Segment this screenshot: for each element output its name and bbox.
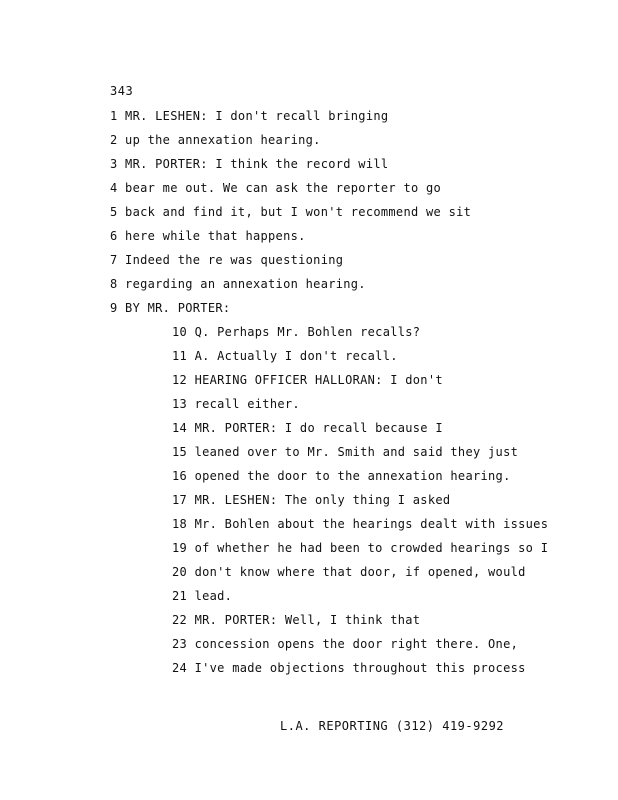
transcript-line-20: 20 don't know where that door, if opened, would: [172, 565, 526, 579]
transcript-line-11: 11 A. Actually I don't recall.: [172, 349, 398, 363]
transcript-line-10: 10 Q. Perhaps Mr. Bohlen recalls?: [172, 325, 421, 339]
page-number: 343: [110, 84, 134, 98]
transcript-line-21: 21 lead.: [172, 589, 233, 603]
transcript-line-3: 3 MR. PORTER: I think the record will: [110, 157, 389, 171]
reporter-footer: L.A. REPORTING (312) 419-9292: [280, 719, 505, 733]
transcript-line-17: 17 MR. LESHEN: The only thing I asked: [172, 493, 451, 507]
transcript-line-7: 7 Indeed the re was questioning: [110, 253, 344, 267]
transcript-line-8: 8 regarding an annexation hearing.: [110, 277, 366, 291]
transcript-line-15: 15 leaned over to Mr. Smith and said they just: [172, 445, 519, 459]
transcript-line-24: 24 I've made objections throughout this process: [172, 661, 526, 675]
transcript-line-23: 23 concession opens the door right there. One,: [172, 637, 519, 651]
transcript-line-2: 2 up the annexation hearing.: [110, 133, 321, 147]
transcript-line-19: 19 of whether he had been to crowded hearings so I: [172, 541, 549, 555]
transcript-line-13: 13 recall either.: [172, 397, 300, 411]
transcript-line-9: 9 BY MR. PORTER:: [110, 301, 231, 315]
transcript-line-5: 5 back and find it, but I won't recommend we sit: [110, 205, 472, 219]
transcript-line-4: 4 bear me out. We can ask the reporter to go: [110, 181, 442, 195]
transcript-line-16: 16 opened the door to the annexation hearing.: [172, 469, 511, 483]
transcript-line-12: 12 HEARING OFFICER HALLORAN: I don't: [172, 373, 443, 387]
transcript-line-1: 1 MR. LESHEN: I don't recall bringing: [110, 109, 389, 123]
transcript-line-18: 18 Mr. Bohlen about the hearings dealt with issues: [172, 517, 549, 531]
transcript-line-6: 6 here while that happens.: [110, 229, 306, 243]
transcript-line-14: 14 MR. PORTER: I do recall because I: [172, 421, 443, 435]
transcript-line-22: 22 MR. PORTER: Well, I think that: [172, 613, 421, 627]
